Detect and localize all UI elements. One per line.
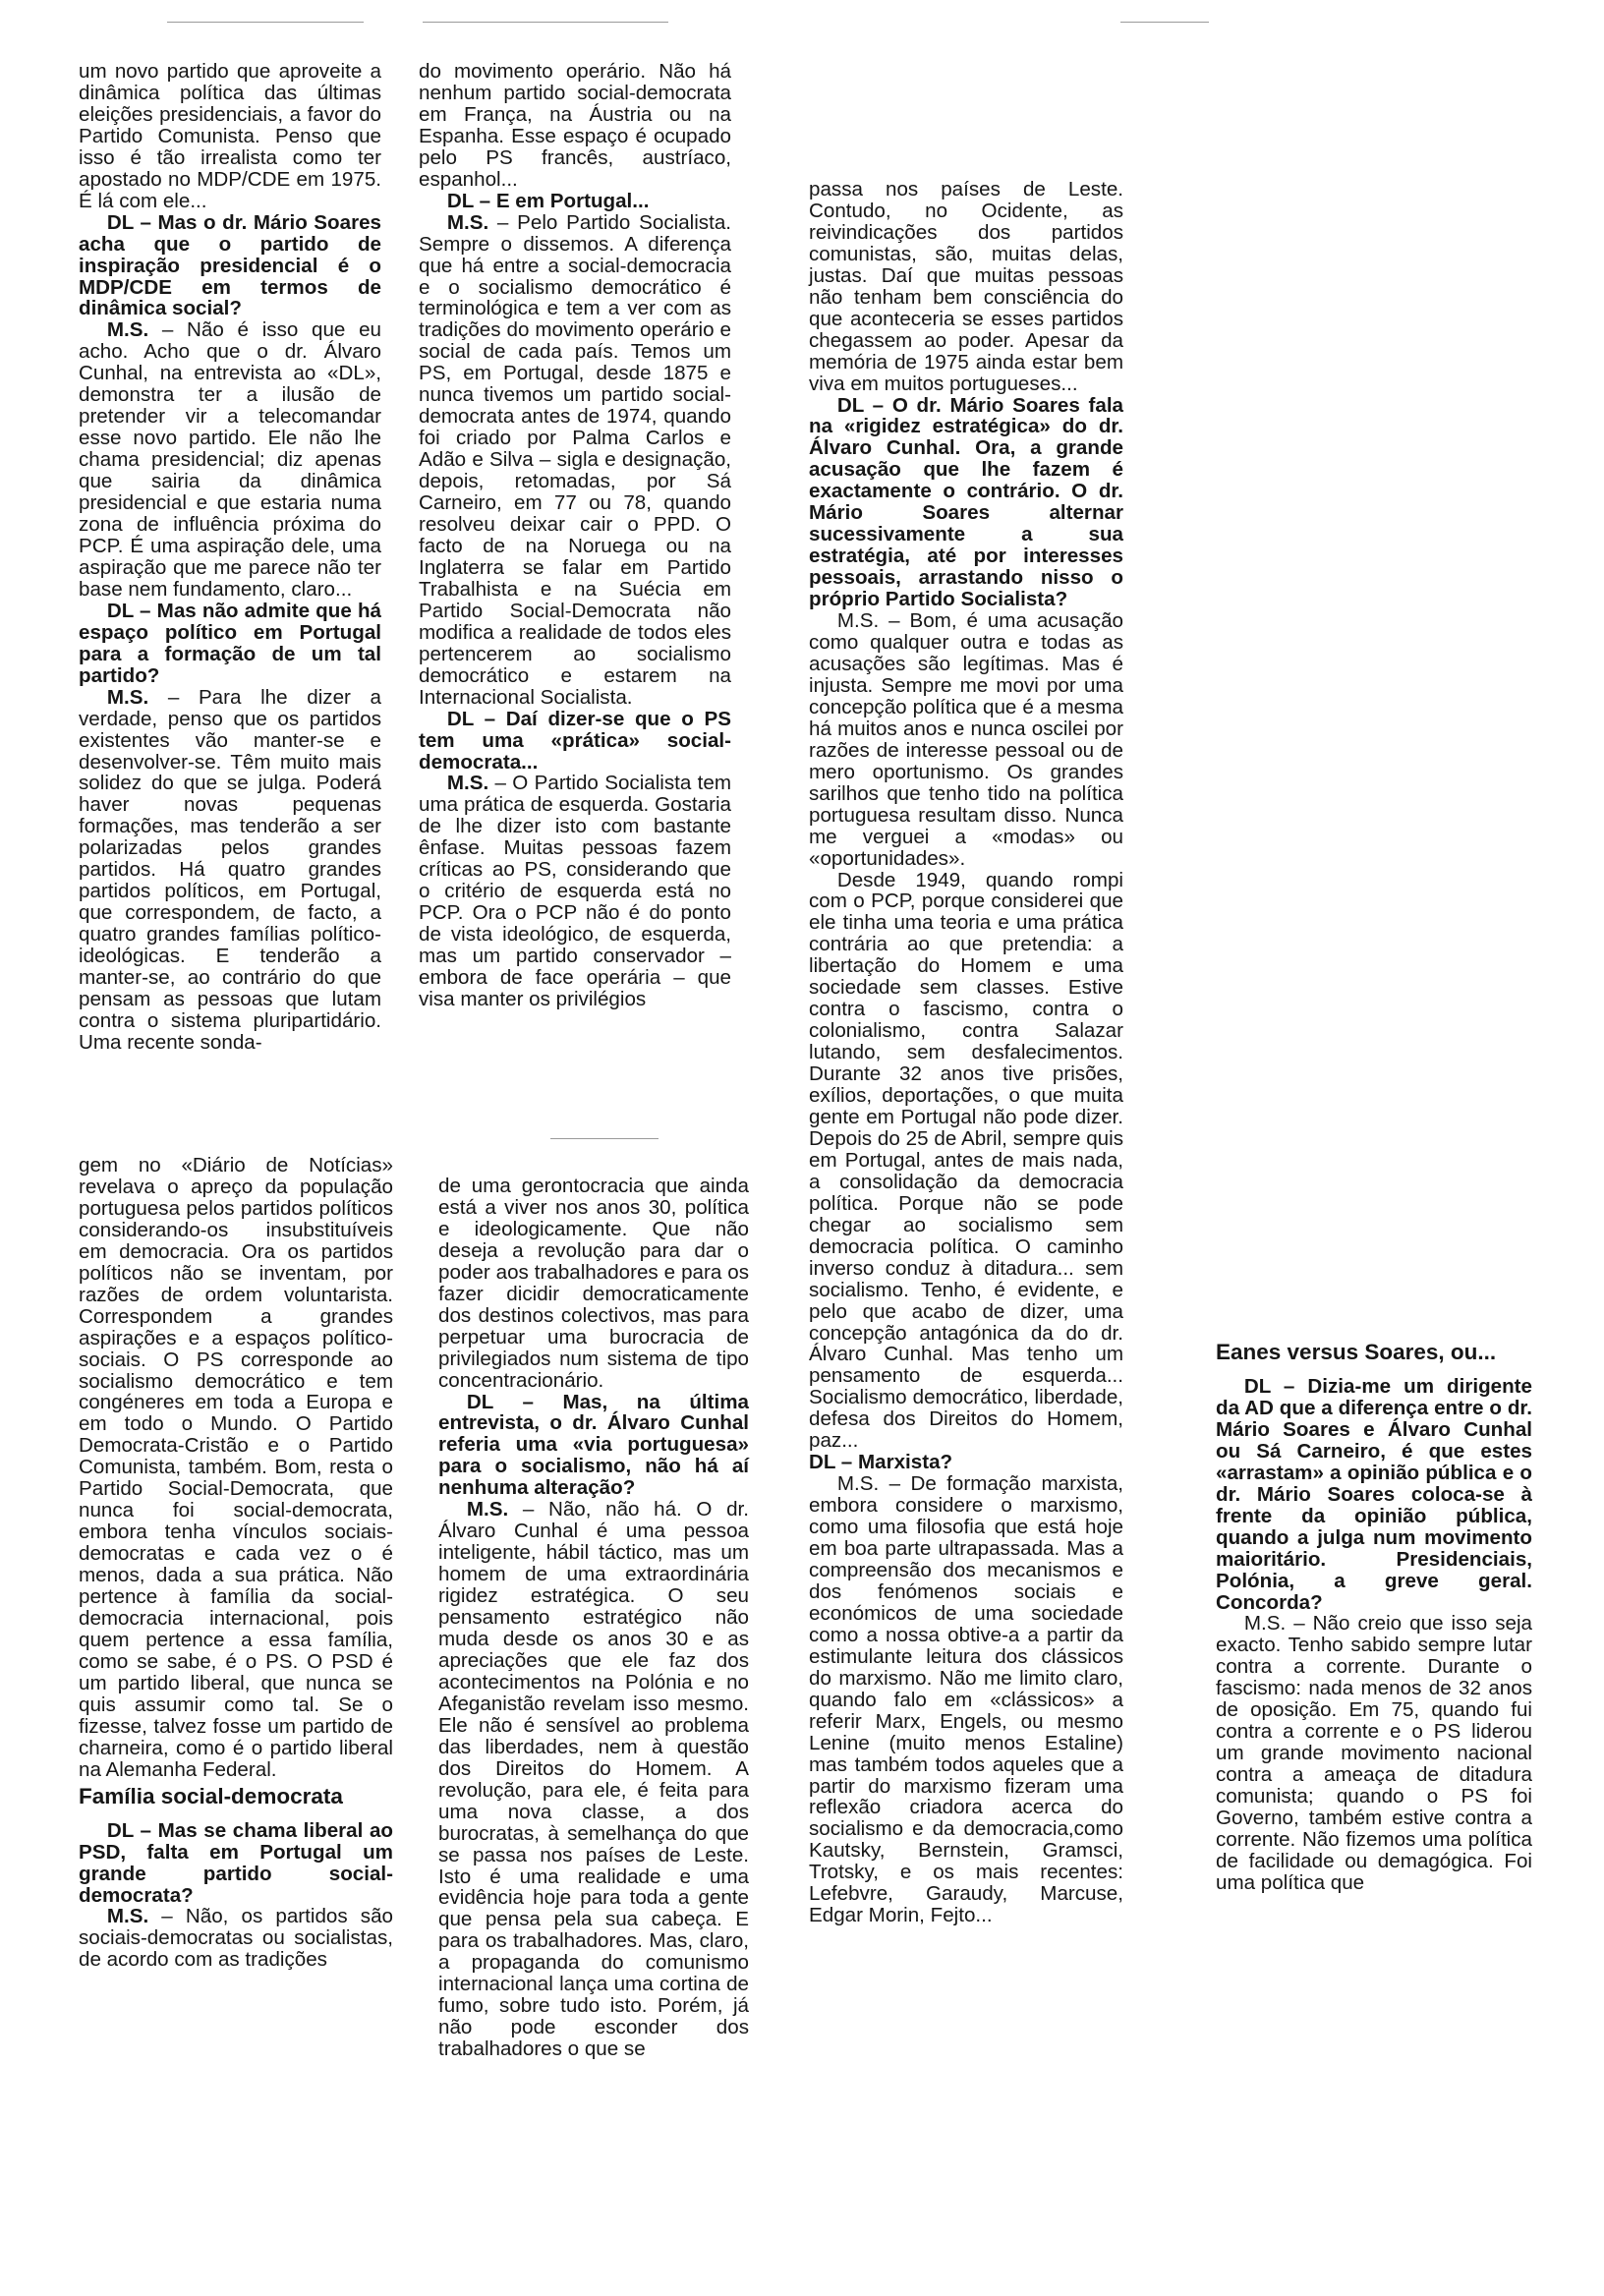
section-heading: Eanes versus Soares, ou... bbox=[1216, 1340, 1497, 1364]
paragraph bbox=[419, 773, 731, 1009]
speaker-label: DL – bbox=[106, 210, 158, 234]
question-text: Mas o dr. Mário Soares acha que o partido de inspiração presidencial é o MDP/CDE em termos de dinâmica social? bbox=[79, 210, 381, 320]
speaker-label: M.S. bbox=[466, 1498, 509, 1521]
question-text: Mas, na última entrevista, o dr. Álvaro Cunhal referia uma «via portuguesa» para o socialismo, não há aí nenhuma alteração? bbox=[438, 1390, 749, 1500]
paragraph-text: um novo partido que aproveite a dinâmica política das últimas eleições presidenciais, a favor do Partido Comunista. Penso que isso é tão irrealista como ter apostado no MDP/CDE em 1975. É lá com ele... bbox=[79, 60, 381, 212]
paragraph-text: – Pelo Partido Socialista. Sempre o dissemos. A diferença que há entre a social-democracia e o socialismo democrático é terminológica e tem a ver com as tradições do movimento operário e social de cada país. Temos um PS, em Portugal, desde 1875 e nunca tivemos um partido social-democrata antes de 1974, quando foi criado por Palma Carlos e Adão e Silva – sigla e designação, depois, retomadas, por Sá Carneiro, em 77 ou 78, quando resolveu deixar cair o PPD. O facto de na Noruega ou na Inglaterra se falar em Partido Trabalhista e na Suécia em Partido Social-Democrata não modifica a realidade de todos eles pertencerem ao socialismo democrático e estarem na Internacional Socialista. bbox=[419, 210, 731, 709]
paragraph-text: de uma gerontocracia que ainda está a viver nos anos 30, política e ideologicamente. Que não deseja a revolução para dar o poder aos trabalhadores e para os fazer dicidir democraticamente dos destinos colectivos, mas para perpetuar uma burocracia de privilegiados num sistema de tipo concentracionário. bbox=[438, 1175, 749, 1392]
paragraph-text: M.S. – Bom, é uma acusação como qualquer outra e todas as acusações são legítimas. Mas é injusta. Sempre me movi por uma concepção política que é a mesma há muitos anos e nunca oscilei por razões de interesse pessoal ou de mero oportunismo. Os grandes sarilhos que tenho tido na política portuguesa resultam disso. Nunca me verguei a «modas» ou «oportunidades». bbox=[809, 609, 1123, 870]
paragraph-text: passa nos países de Leste. Contudo, no Ocidente, as reivindicações dos partidos comunistas, são, muitas delas, justas. Daí que muitas pessoas não tenham bem consciência do que aconteceria se esses partidos chegassem ao poder. Apesar da memória de 1975 ainda estar bem viva em muitos portugueses... bbox=[809, 178, 1123, 395]
paragraph bbox=[79, 319, 381, 600]
question-text: Daí dizer-se que o PS tem uma «prática» social-democrata... bbox=[419, 707, 731, 774]
paragraph-text: – Não é isso que eu acho. Acho que o dr. Álvaro Cunhal, na entrevista ao «DL», demonstra ter a ilusão de pretender vir a telecomandar esse novo partido. Ele não lhe chama presidencial; diz apenas que sairia da dinâmica presidencial e que estaria numa zona de influência próxima do PCP. É uma aspiração dele, uma aspiração que me parece não ter base nem fundamento, claro... bbox=[79, 318, 381, 601]
interview-question bbox=[1216, 1376, 1532, 1613]
paragraph-text: gem no «Diário de Notícias» revelava o apreço da população portuguesa pelos partidos políticos considerando-os insubstituíveis em democracia. Ora os partidos políticos não se inventam, por razões de ordem voluntarista. Correspondem a grandes aspirações e a espaços político-sociais. O PS corresponde ao socialismo democrático e tem congéneres em toda a Europa e em todo o Mundo. O Partido Democrata-Cristão e o Partido Comunista, também. Bom, resta o Partido Social-Democrata, que nunca foi social-democrata, embora tenha vínculos sociais-democratas e cada vez o é menos, dada a sua prática. Não pertence à família da social-democracia internacional, pois quem pertence a essa família, como se sabe, é o PS. O PSD é um partido liberal, que nunca se quis assumir como tal. Se o fizesse, talvez fosse um partido de charneira, como é o partido liberal na Alemanha Federal. bbox=[79, 1154, 393, 1781]
speaker-label: DL – bbox=[809, 1451, 858, 1474]
speaker-label: M.S. bbox=[446, 210, 489, 234]
paragraph bbox=[419, 61, 731, 191]
column-3 bbox=[809, 179, 1123, 1926]
paragraph bbox=[79, 1906, 393, 1971]
paragraph-text: – Não, os partidos são sociais-democratas ou socialistas, de acordo com as tradições bbox=[79, 1905, 393, 1972]
speaker-label: DL – bbox=[106, 599, 157, 622]
column-6 bbox=[1216, 1337, 1532, 1894]
column-2 bbox=[419, 61, 731, 1010]
paragraph bbox=[809, 1473, 1123, 1926]
paragraph-text: – O Partido Socialista tem uma prática de esquerda. Gostaria de lhe dizer isto com bastante ênfase. Muitas pessoas fazem críticas ao PS, considerando que o critério de esquerda está no PCP. Ora o PCP não é do ponto de vista ideológico, de esquerda, mas um partido conservador – embora de face operária – que visa manter os privilégios bbox=[419, 772, 731, 1010]
section-heading: Família social-democrata bbox=[79, 1783, 343, 1808]
interview-question bbox=[419, 191, 731, 212]
question-text: Marxista? bbox=[857, 1451, 953, 1474]
scan-mark bbox=[423, 22, 668, 23]
paragraph bbox=[809, 179, 1123, 395]
speaker-label: DL – bbox=[106, 1818, 158, 1842]
speaker-label: DL – bbox=[446, 189, 496, 212]
speaker-label: M.S. bbox=[446, 772, 489, 795]
scan-mark bbox=[550, 1138, 659, 1139]
scan-mark bbox=[1120, 22, 1209, 23]
speaker-label: M.S. bbox=[106, 318, 149, 342]
interview-question bbox=[79, 1820, 393, 1907]
speaker-label: DL – bbox=[1243, 1375, 1308, 1398]
paragraph bbox=[809, 870, 1123, 1453]
paragraph-text: do movimento operário. Não há nenhum partido social-democrata em França, na Áustria ou na Espanha. Esse espaço é ocupado pelo PS francês, austríaco, espanhol... bbox=[419, 60, 731, 191]
interview-question bbox=[419, 709, 731, 774]
paragraph bbox=[438, 1499, 749, 2060]
paragraph-text: Desde 1949, quando rompi com o PCP, porque considerei que ele tinha uma teoria e uma prática contrária ao que pretendia: a libertação do Homem e uma sociedade sem classes. Estive contra o fascismo, contra o colonialismo, contra Salazar lutando, sem desfalecimentos. Durante 32 anos tive prisões, exílios, deportações, o que muita gente em Portugal não pode dizer. Depois do 25 de Abril, sempre quis em Portugal, antes de mais nada, a consolidação da democracia política. Porque não se pode chegar ao socialismo sem democracia política. O caminho inverso conduz à ditadura... sem socialismo. Tenho, é evidente, e pelo que acabo de dizer, uma concepção antagónica da do dr. Álvaro Cunhal. Mas tenho um pensamento de esquerda... Socialismo democrático, liberdade, defesa dos Direitos do Homem, paz... bbox=[809, 868, 1123, 1453]
speaker-label: M.S. bbox=[106, 1905, 149, 1928]
scan-mark bbox=[167, 22, 364, 23]
paragraph bbox=[419, 212, 731, 709]
question-text: Dizia-me um dirigente da AD que a diferença entre o dr. Mário Soares e Álvaro Cunhal ou Sá Carneiro, é que estes «arrastam» a opinião pública e o dr. Mário Soares coloca-se à frente da opinião pública, quando a julga num movimento maioritário. Presidenciais, Polónia, a greve geral. Concorda? bbox=[1216, 1375, 1532, 1614]
paragraph-text: M.S. – Não creio que isso seja exacto. Tenho sabido sempre lutar contra a corrente. Durante o fascismo: nada menos de 32 anos de oposição. Em 75, quando fui contra a corrente e o PS liderou um grande movimento nacional contra a ameaça de ditadura comunista; quando o PS foi Governo, também estive contra a corrente. Não fizemos uma política de facilidade ou demagógica. Foi uma política que bbox=[1216, 1612, 1532, 1894]
speaker-label: DL – bbox=[466, 1390, 563, 1413]
paragraph bbox=[809, 610, 1123, 869]
question-text: Mas se chama liberal ao PSD, falta em Portugal um grande partido social-democrata? bbox=[79, 1818, 393, 1907]
question-text: O dr. Mário Soares fala na «rigidez estratégica» do dr. Álvaro Cunhal. Ora, a grande acusação que lhe fazem é exactamente o contrário. O dr. Mário Soares alternar sucessivamente a sua estratégia, até por interesses pessoais, arrastando nisso o próprio Partido Socialista? bbox=[809, 393, 1123, 611]
interview-question bbox=[79, 601, 381, 687]
column-5 bbox=[438, 1176, 749, 2060]
interview-question bbox=[438, 1392, 749, 1500]
column-4 bbox=[79, 1155, 393, 1971]
paragraph bbox=[79, 61, 381, 212]
speaker-label: M.S. bbox=[106, 685, 149, 709]
question-text: E em Portugal... bbox=[495, 189, 650, 212]
interview-question bbox=[809, 395, 1123, 611]
paragraph-text: – Não, não há. O dr. Álvaro Cunhal é uma pessoa inteligente, hábil táctico, mas um homem de uma extraordinária rigidez estratégica. O seu pensamento estratégico não muda desde os anos 30 e as apreciações que ele faz dos acontecimentos na Polónia e no Afeganistão revelam isso mesmo. Ele não é sensível ao problema das liberdades, nem à questão dos Direitos do Homem. A revolução, para ele, é feita para uma nova classe, a dos burocratas, à semelhança do que se passa nos países de Leste. Isto é uma realidade e uma evidência hoje para toda a gente que pensa pela sua cabeça. E para os trabalhadores. Mas, claro, a propaganda do comunismo internacional lança uma cortina de fumo, sobre tudo isto. Porém, já não pode esconder dos trabalhadores o que se bbox=[438, 1498, 749, 2061]
interview-question bbox=[809, 1452, 1123, 1473]
paragraph bbox=[1216, 1613, 1532, 1893]
column-1 bbox=[79, 61, 381, 1054]
speaker-label: DL – bbox=[836, 393, 892, 417]
paragraph-text: M.S. – De formação marxista, embora considere o marxismo, como uma filosofia que está hoje em boa parte ultrapassada. Mas a compreensão dos mecanismos e dos fenómenos sociais e económicos de uma sociedade como a nossa obtive-a a partir da estimulante leitura dos clássicos do marxismo. Não me limito claro, quando falo em «clássicos» a referir Marx, Engels, ou mesmo Lenine (muito menos Estaline) mas também todos aqueles que a partir do marxismo fizeram uma reflexão criadora acerca do socialismo e da democracia,como Kautsky, Bernstein, Gramsci, Trotsky, e os mais recentes: Lefebvre, Garaudy, Marcuse, Edgar Morin, Fejto... bbox=[809, 1472, 1123, 1927]
paragraph-text: – Para lhe dizer a verdade, penso que os partidos existentes vão manter-se e desenvolver-se. Têm muito mais solidez do que se julga. Poderá haver novas pequenas formações, mas tenderão a ser polarizadas pelos grandes partidos. Há quatro grandes partidos políticos, em Portugal, que correspondem, de facto, a quatro grandes famílias político-ideológicas. E tenderão a manter-se, ao contrário do que pensam as pessoas que lutam contra o sistema pluripartidário. Uma recente sonda- bbox=[79, 685, 381, 1054]
question-text: Mas não admite que há espaço político em Portugal para a formação de um tal partido? bbox=[79, 599, 381, 687]
paragraph bbox=[438, 1176, 749, 1392]
paragraph bbox=[79, 1155, 393, 1781]
paragraph bbox=[79, 687, 381, 1054]
interview-question bbox=[79, 212, 381, 320]
speaker-label: DL – bbox=[446, 707, 506, 730]
